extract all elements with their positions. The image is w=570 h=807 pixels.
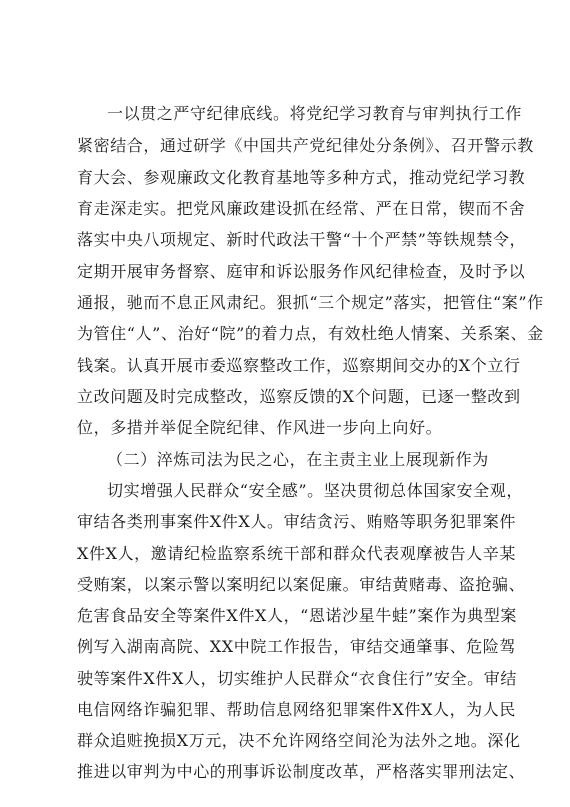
text-line: 紧密结合，通过研学《中国共产党纪律处分条例》、召开警示教: [77, 136, 534, 155]
text-line: 为管住“人”、治好“院”的着力点，有效杜绝人情案、关系案、金: [77, 324, 544, 343]
text-line: 驶等案件X件X人，切实维护人民群众“衣食住行”安全。审结: [77, 669, 517, 688]
text-line: 育走深走实。把党风廉政建设抓在经常、严在日常，锲而不舍: [77, 199, 526, 218]
text-line: 育大会、参观廉政文化教育基地等多种方式，推动党纪学习教: [77, 168, 526, 187]
text-line: 受贿案，以案示警以案明纪以案促廉。审结黄赌毒、盗抢骗、: [77, 575, 526, 594]
section-heading: （二）淬炼司法为民之心，在主责主业上展现新作为: [107, 450, 489, 469]
text-line: 定期开展审务督察、庭审和诉讼服务作风纪律检查，及时予以: [77, 262, 526, 281]
text-line: 危害食品安全等案件X件X人，“恩诺沙星牛蛙”案作为典型案: [77, 606, 517, 625]
text-line: 电信网络诈骗犯罪、帮助信息网络犯罪案件X件X人，为人民: [77, 700, 516, 719]
text-line: 推进以审判为中心的刑事诉讼制度改革，严格落实罪刑法定、: [77, 762, 526, 781]
text-line: X件X人，邀请纪检监察系统干部和群众代表观摩被告人辛某: [77, 544, 516, 563]
text-line: 落实中央八项规定、新时代政法干警“十个严禁”等铁规禁令，: [77, 230, 527, 249]
text-line: 立改问题及时完成整改，巡察反馈的X个问题，已逐一整改到: [77, 387, 521, 406]
text-line: 位，多措并举促全院纪律、作风进一步向上向好。: [77, 418, 443, 437]
text-line: 群众追赃挽损X万元，决不允许网络空间沦为法外之地。深化: [77, 731, 521, 750]
text-line: 通报，驰而不息正风肃纪。狠抓“三个规定”落实，把管住“案”作: [77, 293, 544, 312]
text-line: 审结各类刑事案件X件X人。审结贪污、贿赂等职务犯罪案件: [77, 512, 516, 531]
text-line: 切实增强人民群众“安全感”。坚决贯彻总体国家安全观，: [107, 481, 523, 500]
text-line: 例写入湖南高院、XX中院工作报告，审结交通肇事、危险驾: [77, 637, 516, 656]
text-line: 一以贯之严守纪律底线。将党纪学习教育与审判执行工作: [107, 104, 523, 123]
text-line: 钱案。认真开展市委巡察整改工作，巡察期间交办的X个立行: [77, 356, 521, 375]
